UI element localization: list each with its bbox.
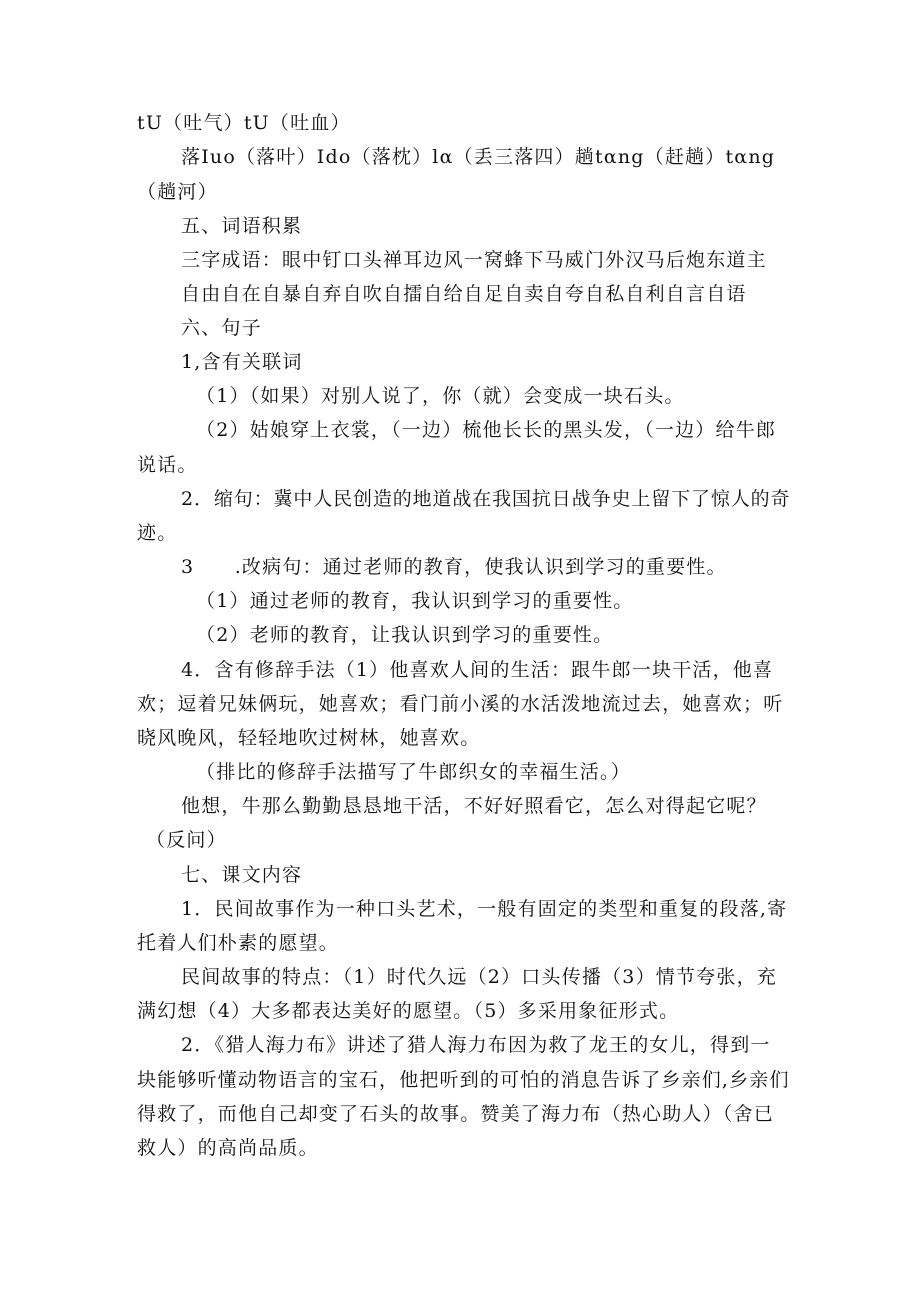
text-line: 欢；逗着兄妹俩玩，她喜欢；看门前小溪的水活泼地流过去，她喜欢；听 — [137, 693, 784, 715]
text-line: 3 .改病句：通过老师的教育，使我认识到学习的重要性。 — [181, 556, 727, 578]
text-line: （排比的修辞手法描写了牛郎织女的幸福生活。） — [196, 761, 631, 783]
text-line: 托着人们朴素的愿望。 — [137, 932, 340, 954]
text-line: （反问） — [146, 829, 227, 851]
text-line: 1．民间故事作为一种口头艺术，一般有固定的类型和重复的段落,寄 — [181, 898, 788, 920]
text-line: 说话。 — [137, 454, 198, 476]
text-line: （1）通过老师的教育，我认识到学习的重要性。 — [196, 590, 634, 612]
text-line: （2）老师的教育，让我认识到学习的重要性。 — [196, 624, 614, 646]
text-line: 晓风晚风，轻轻地吹过树林，她喜欢。 — [137, 727, 481, 749]
text-line: （趟河） — [137, 181, 218, 203]
text-line: 迹。 — [137, 522, 178, 544]
text-line: 他想，牛那么勤勤恳恳地干活，不好好照看它，怎么对得起它呢？ — [181, 795, 767, 817]
text-line: 救人）的高尚品质。 — [137, 1137, 319, 1159]
text-line: 得救了，而他自己却变了石头的故事。赞美了海力布（热心助人）（舍已 — [137, 1103, 774, 1125]
text-line: （1）（如果）对别人说了，你（就）会变成一块石头。 — [196, 385, 685, 407]
section-heading: 七、课文内容 — [181, 864, 303, 886]
section-heading: 五、词语积累 — [181, 215, 303, 237]
text-line: 落Iuo（落叶）Ido（落枕）lα（丢三落四）趟tαng（赶趟）tαng — [181, 146, 776, 168]
text-line: 1,含有关联词 — [181, 351, 303, 373]
text-line: 块能够听懂动物语言的宝石，他把听到的可怕的消息告诉了乡亲们,乡亲们 — [137, 1069, 790, 1091]
text-line: 自由自在自暴自弃自吹自擂自给自足自卖自夸自私自利自言自语 — [181, 283, 747, 305]
text-line: 满幻想（4）大多都表达美好的愿望。（5）多采用象征形式。 — [137, 1000, 680, 1022]
section-heading: 六、句子 — [181, 317, 262, 339]
text-line: 三字成语：眼中钉口头禅耳边风一窝蜂下马威门外汉马后炮东道主 — [181, 249, 767, 271]
text-line: 2．《猎人海力布》讲述了猎人海力布因为救了龙王的女儿，得到一 — [181, 1034, 771, 1056]
text-line: 4．含有修辞手法（1）他喜欢人间的生活：跟牛郎一块干活，他喜 — [181, 659, 774, 681]
text-line: 2．缩句：冀中人民创造的地道战在我国抗日战争史上留下了惊人的奇 — [181, 488, 791, 510]
text-line: 民间故事的特点：（1）时代久远（2）口头传播（3）情节夸张，充 — [181, 966, 777, 988]
text-line: tU（吐气）tU（吐血） — [137, 112, 351, 134]
text-line: （2）姑娘穿上衣裳，（一边）梳他长长的黑头发，（一边）给牛郎 — [196, 419, 777, 441]
